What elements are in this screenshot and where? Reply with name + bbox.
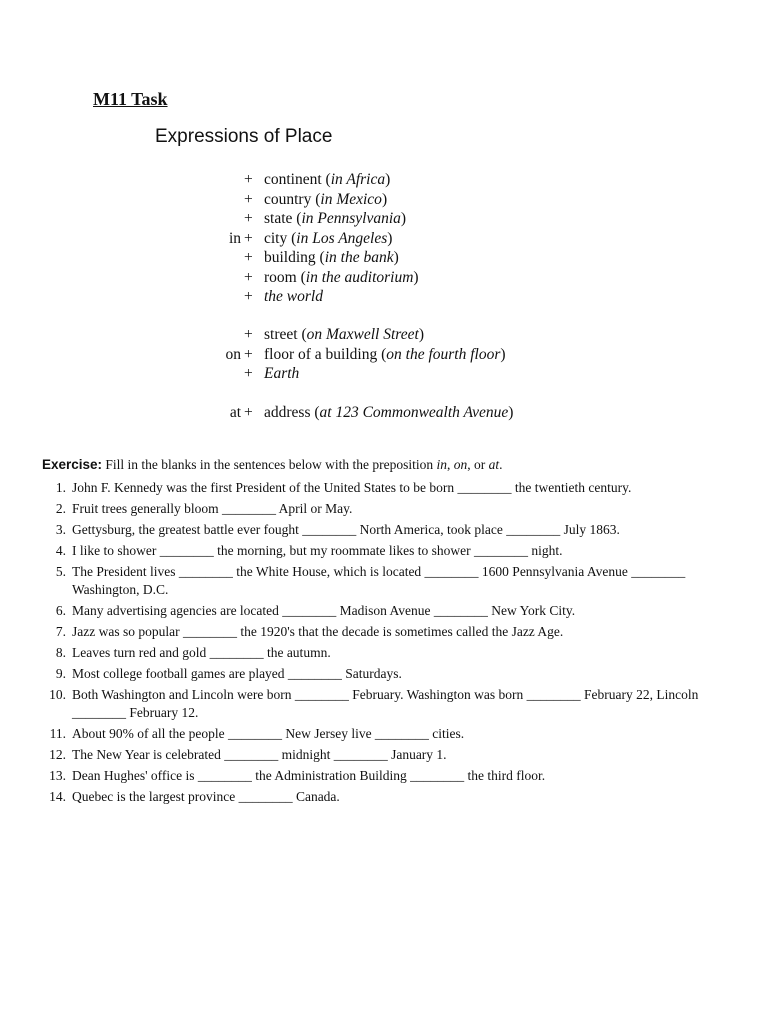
page-title: Expressions of Place xyxy=(155,126,333,147)
expression-text xyxy=(264,209,406,229)
expression-example: in Africa xyxy=(330,171,386,188)
item-number: 5. xyxy=(55,564,66,579)
exercise-item xyxy=(30,521,730,539)
expression-text xyxy=(264,325,424,345)
exercise-item xyxy=(30,767,730,785)
item-number: 10. xyxy=(49,687,66,702)
expression-category: building ( xyxy=(264,249,325,266)
plus-sign: + xyxy=(244,268,253,286)
expression-close: ) xyxy=(381,190,388,208)
expression-category: address ( xyxy=(264,404,320,421)
item-text: Many advertising agencies are located ________ Madison Avenue ________ New York City. xyxy=(72,603,576,618)
item-text: Gettysburg, the greatest battle ever fought ________ North America, took place ________ July 1863. xyxy=(72,522,620,537)
expression-text xyxy=(264,170,390,190)
exercise-label: Exercise: xyxy=(42,457,103,472)
expression-category: country ( xyxy=(264,190,321,208)
item-number: 7. xyxy=(55,624,66,639)
plus-sign: + xyxy=(244,365,253,382)
option-in: in xyxy=(436,457,448,472)
item-text: Quebec is the largest province ________ Canada. xyxy=(72,789,340,804)
exercise-item xyxy=(30,746,730,764)
expression-category: street ( xyxy=(264,326,307,343)
item-number: 3. xyxy=(55,522,66,537)
item-text: Most college football games are played ________ Saturdays. xyxy=(72,666,402,681)
item-text: The New Year is celebrated ________ midnight ________ January 1. xyxy=(72,747,447,762)
option-separator: , or xyxy=(467,457,489,472)
task-title: M11 Task xyxy=(93,89,168,109)
expression-text xyxy=(264,364,299,384)
expression-example: in Mexico xyxy=(320,190,382,208)
expression-example: the world xyxy=(264,288,323,305)
expression-example: on the fourth floor xyxy=(386,345,501,363)
expression-close: ) xyxy=(385,171,391,188)
expression-close: ) xyxy=(387,229,393,247)
expression-text xyxy=(264,403,513,423)
expression-text xyxy=(264,287,323,307)
item-number: 1. xyxy=(55,480,66,495)
item-number: 14. xyxy=(49,789,66,804)
option-on: on xyxy=(453,457,468,472)
exercise-item xyxy=(30,542,730,560)
expression-text xyxy=(264,190,387,210)
exercise-instruction: Fill in the blanks in the sentences below with the preposition xyxy=(102,457,437,472)
expression-close: ) xyxy=(400,210,407,227)
expression-example: Earth xyxy=(264,365,300,382)
expression-category: continent ( xyxy=(264,171,331,188)
item-text: Leaves turn red and gold ________ the autumn. xyxy=(72,645,331,660)
exercise-item xyxy=(30,725,730,743)
expression-close: ) xyxy=(508,404,514,421)
item-text: Jazz was so popular ________ the 1920's that the decade is sometimes called the Jazz Age. xyxy=(72,624,564,639)
item-text: Both Washington and Lincoln were born ________ February. Washington was born ________ February 22, Lincoln ________ February 12. xyxy=(72,687,699,720)
expression-close: ) xyxy=(418,326,424,343)
item-number: 4. xyxy=(55,543,66,558)
item-text: John F. Kennedy was the first President of the United States to be born ________ the twentieth century. xyxy=(72,480,632,495)
item-number: 6. xyxy=(55,603,66,618)
item-number: 12. xyxy=(49,747,66,762)
exercise-item xyxy=(30,644,730,662)
item-number: 8. xyxy=(55,645,66,660)
expression-text xyxy=(264,345,506,365)
instruction-end: . xyxy=(499,457,503,472)
plus-sign: + xyxy=(244,229,253,247)
plus-sign: + xyxy=(244,404,253,421)
expression-category: floor of a building ( xyxy=(264,345,387,363)
item-number: 11. xyxy=(49,726,66,741)
plus-sign: + xyxy=(244,190,253,208)
exercise-item xyxy=(30,500,730,518)
item-text: The President lives ________ the White House, which is located ________ 1600 Pennsylvania Avenue ________ Washington, D.C. xyxy=(72,564,686,597)
expression-category: city ( xyxy=(264,229,297,247)
option-at: at xyxy=(488,457,500,472)
option-separator: , xyxy=(447,457,454,472)
expression-example: in the auditorium xyxy=(305,268,414,286)
expression-category: room ( xyxy=(264,268,306,286)
expression-category: state ( xyxy=(264,210,302,227)
expression-example: in the bank xyxy=(324,249,394,266)
expression-example: in Los Angeles xyxy=(296,229,388,247)
exercise-item xyxy=(30,623,730,641)
plus-sign: + xyxy=(244,326,253,343)
item-number: 13. xyxy=(49,768,66,783)
expression-example: at 123 Commonwealth Avenue xyxy=(319,404,509,421)
exercise-item xyxy=(30,788,730,806)
item-text: I like to shower ________ the morning, but my roommate likes to shower ________ night. xyxy=(72,543,563,558)
expression-text xyxy=(264,229,392,249)
plus-sign: + xyxy=(244,171,253,188)
expression-close: ) xyxy=(500,345,506,363)
preposition-label: on xyxy=(225,345,241,363)
exercise-item xyxy=(30,563,730,599)
expression-text xyxy=(264,268,419,288)
preposition-label: in xyxy=(228,229,241,247)
preposition-label: at xyxy=(229,404,241,421)
plus-sign: + xyxy=(244,288,253,305)
expression-close: ) xyxy=(393,249,399,266)
plus-sign: + xyxy=(244,345,253,363)
plus-sign: + xyxy=(244,249,253,266)
exercise-item xyxy=(30,686,730,722)
item-number: 9. xyxy=(55,666,66,681)
exercise-instructions xyxy=(42,457,503,473)
expression-text xyxy=(264,248,399,268)
exercise-list xyxy=(30,479,730,809)
expression-close: ) xyxy=(413,268,419,286)
exercise-item xyxy=(30,479,730,497)
exercise-item xyxy=(30,602,730,620)
expression-example: on Maxwell Street xyxy=(306,326,419,343)
item-number: 2. xyxy=(55,501,66,516)
plus-sign: + xyxy=(244,210,253,227)
item-text: About 90% of all the people ________ New Jersey live ________ cities. xyxy=(72,726,465,741)
item-text: Fruit trees generally bloom ________ April or May. xyxy=(72,501,353,516)
exercise-item xyxy=(30,665,730,683)
item-text: Dean Hughes' office is ________ the Administration Building ________ the third floor. xyxy=(72,768,546,783)
expression-example: in Pennsylvania xyxy=(301,210,401,227)
